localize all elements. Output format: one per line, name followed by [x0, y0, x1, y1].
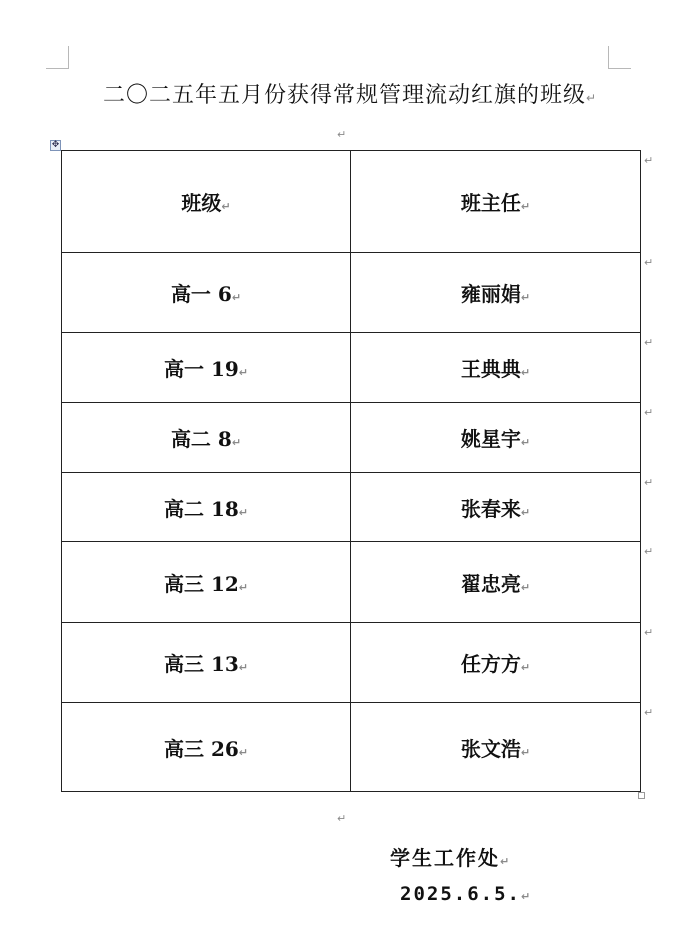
- class-cell[interactable]: [62, 403, 351, 473]
- class-name: 高二 18: [163, 496, 239, 521]
- paragraph-mark-icon: ↵: [337, 812, 347, 825]
- signature-date: [400, 883, 532, 905]
- table-header-row: [62, 151, 641, 253]
- teacher-cell[interactable]: [351, 403, 641, 473]
- row-end-mark-icon: ↵: [644, 545, 654, 558]
- cell-mark-icon: ↵: [238, 580, 248, 594]
- class-name: 高三 26: [163, 736, 239, 761]
- paragraph-mark-icon: ↵: [520, 890, 533, 903]
- cell-mark-icon: ↵: [520, 291, 531, 304]
- class-cell[interactable]: [62, 542, 351, 623]
- cell-mark-icon: ↵: [520, 505, 531, 519]
- teacher-cell[interactable]: [351, 333, 641, 403]
- teacher-name: 雍丽娟: [460, 282, 521, 306]
- teacher-name: 任方方: [460, 652, 521, 676]
- class-name: 高一 19: [163, 357, 239, 381]
- row-end-mark-icon: ↵: [644, 706, 654, 719]
- teacher-cell[interactable]: [351, 253, 641, 333]
- row-end-mark-icon: ↵: [644, 476, 654, 489]
- class-cell[interactable]: [62, 703, 351, 792]
- teacher-cell[interactable]: [351, 473, 641, 542]
- teacher-cell[interactable]: [351, 703, 641, 792]
- table-row: [62, 703, 641, 792]
- header-cell-class[interactable]: [62, 151, 351, 253]
- table-row: [62, 623, 641, 703]
- teacher-name: 翟忠亮: [460, 571, 521, 596]
- cell-mark-icon: ↵: [238, 366, 248, 379]
- cell-mark-icon: ↵: [520, 580, 531, 594]
- teacher-cell[interactable]: [351, 623, 641, 703]
- cell-mark-icon: ↵: [231, 436, 242, 449]
- table-row: [62, 333, 641, 403]
- class-cell[interactable]: [62, 623, 351, 703]
- crop-mark-top-left: [46, 46, 69, 69]
- cell-mark-icon: ↵: [520, 661, 531, 674]
- cell-mark-icon: ↵: [238, 505, 248, 519]
- table-resize-handle[interactable]: [638, 792, 645, 799]
- department-text: 学生工作处: [390, 846, 500, 870]
- teacher-name: 姚星宇: [460, 427, 521, 451]
- teacher-cell[interactable]: [351, 542, 641, 623]
- teacher-name: 张春来: [460, 496, 521, 521]
- row-end-mark-icon: ↵: [644, 336, 654, 349]
- teacher-name: 张文浩: [460, 736, 521, 761]
- header-class-label: 班级: [181, 191, 222, 215]
- cell-mark-icon: ↵: [231, 291, 242, 304]
- cell-mark-icon: ↵: [221, 200, 231, 213]
- class-cell[interactable]: [62, 473, 351, 542]
- header-teacher-label: 班主任: [460, 191, 521, 215]
- honor-class-table: [61, 150, 641, 792]
- signature-department: [390, 842, 511, 871]
- table-row: [62, 403, 641, 473]
- row-end-mark-icon: ↵: [644, 626, 654, 639]
- table-row: [62, 473, 641, 542]
- cell-mark-icon: ↵: [520, 200, 531, 213]
- class-cell[interactable]: [62, 253, 351, 333]
- cell-mark-icon: ↵: [520, 745, 531, 759]
- document-title: [0, 78, 700, 109]
- paragraph-mark-icon: ↵: [337, 128, 347, 141]
- title-text: 二〇二五年五月份获得常规管理流动红旗的班级: [102, 83, 586, 108]
- date-text: 2025.6.5.: [400, 883, 521, 905]
- cell-mark-icon: ↵: [238, 745, 248, 759]
- row-end-mark-icon: ↵: [644, 154, 654, 167]
- paragraph-mark-icon: ↵: [585, 91, 598, 105]
- table-move-handle-icon[interactable]: ✥: [51, 140, 60, 150]
- cell-mark-icon: ↵: [520, 366, 531, 379]
- class-name: 高一 6: [170, 282, 232, 306]
- table-row: [62, 253, 641, 333]
- class-cell[interactable]: [62, 333, 351, 403]
- row-end-mark-icon: ↵: [644, 406, 654, 419]
- class-name: 高三 13: [163, 652, 239, 676]
- cell-mark-icon: ↵: [238, 661, 248, 674]
- table-row: [62, 542, 641, 623]
- teacher-name: 王典典: [460, 357, 521, 381]
- paragraph-mark-icon: ↵: [500, 855, 512, 868]
- class-name: 高二 8: [170, 427, 232, 451]
- class-name: 高三 12: [163, 571, 239, 596]
- row-end-mark-icon: ↵: [644, 256, 654, 269]
- header-cell-teacher[interactable]: [351, 151, 641, 253]
- cell-mark-icon: ↵: [520, 436, 531, 449]
- crop-mark-top-right: [608, 46, 631, 69]
